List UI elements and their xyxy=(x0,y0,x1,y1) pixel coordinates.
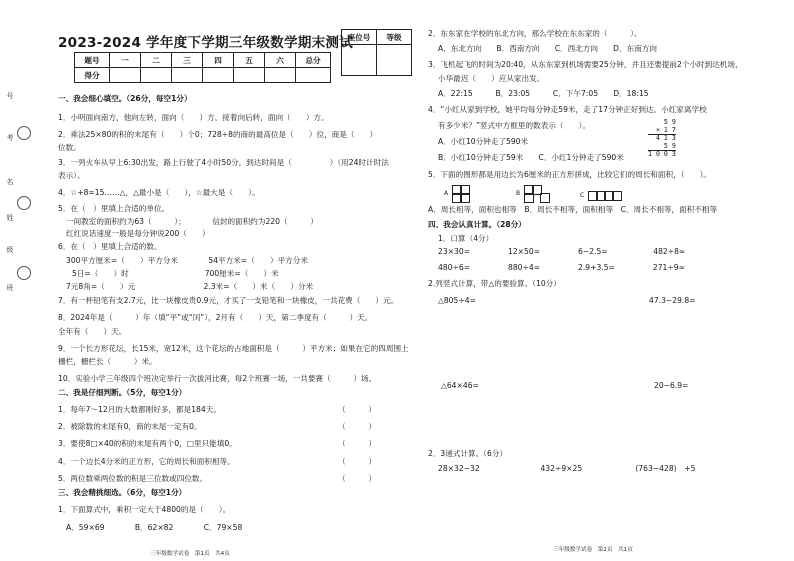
section-4-heading: 四、我会认真计算。（28分） xyxy=(428,220,526,229)
binding-strip xyxy=(0,0,46,561)
question-line: 7．有一杯铅笔有支2.7元，比一块橡皮贵0.9元，才买了一支铅笔和一块橡皮，一共花费（ ）元。 xyxy=(58,296,399,305)
page-footer-left: 三年级数学试卷 第1页 共4页 xyxy=(150,551,230,557)
score-row-label: 得分 xyxy=(75,68,110,83)
question-line: 位数。 xyxy=(58,143,81,152)
question-line: 红红说话速度一般是每分钟说200（ ） xyxy=(66,229,210,238)
question-line: 表示）。 xyxy=(58,171,85,180)
figure-label: B xyxy=(516,190,521,197)
binding-mark: 号 xyxy=(6,92,14,99)
judge-answer-bracket[interactable]: （ ） xyxy=(338,439,376,448)
question-line: 9．一个长方形花坛，长15米，宽12米，这个花坛的占地面积是（ ）平方米；如果在它的四周围上 xyxy=(58,344,409,353)
score-header-cell: 二 xyxy=(141,53,172,68)
judge-statement: 4．一个边长4分米的正方形，它的周长和面积相等。 xyxy=(58,457,235,466)
figure-label: C xyxy=(580,192,585,199)
question-line: 有多少米？”竖式中方框里的数表示（ ）。 xyxy=(438,121,591,130)
question-line: 3．飞机起飞的时间为20:40，从东东家到机场需要25分钟，并且还要提前2个小时到达机场， xyxy=(428,60,743,69)
score-cell[interactable] xyxy=(265,68,296,83)
section-3-heading: 三、我会精挑细选。（6分，每空1分） xyxy=(58,488,187,497)
binding-mark: 姓 xyxy=(6,214,14,221)
question-line: 4．“小红从家到学校，她平均每分钟走59米，走了17分钟正好到达。小红家离学校 xyxy=(428,105,707,114)
binding-mark: 名 xyxy=(6,178,14,185)
question-line: 1．小明面向南方，他向左转，面向（ ）方，接着向后转，面向（ ）方。 xyxy=(58,113,329,122)
question-line: 7元8角=（ ）元 2.3米=（ ）米（ ）分米 xyxy=(66,282,314,291)
score-cell[interactable] xyxy=(172,68,203,83)
subsection-heading: 2.列竖式计算，带△的要验算。（10分） xyxy=(428,279,561,288)
judge-answer-bracket[interactable]: （ ） xyxy=(338,422,376,431)
seat-label: 座位号 xyxy=(342,30,377,45)
score-header-cell: 总分 xyxy=(296,53,331,68)
score-table xyxy=(74,52,331,83)
score-header-cell: 题号 xyxy=(75,53,110,68)
choice-options: B．小红10分钟走了59米 C．小红1分钟走了590米 xyxy=(438,153,624,162)
choice-options: A．周长相等，面积也相等 B．周长不相等，面积相等 C．周长不相等，面积不相等 xyxy=(428,205,718,214)
score-value-row xyxy=(75,68,331,83)
section-2-heading: 二、我是仔细判断。（5分，每空1分） xyxy=(58,388,187,397)
question-line: 2．东东家在学校的东北方向，那么学校在东东家的（ ）。 xyxy=(428,29,642,38)
score-header-cell: 三 xyxy=(172,53,203,68)
question-line: 全年有（ ）天。 xyxy=(58,327,127,336)
seat-cell[interactable] xyxy=(342,45,377,76)
score-header-cell: 四 xyxy=(203,53,234,68)
vcalc-line: 1 0 0 3 xyxy=(648,150,676,159)
seat-grade-table xyxy=(341,29,412,76)
score-header-cell: 六 xyxy=(265,53,296,68)
question-line: 栅栏，栅栏长（ ）米。 xyxy=(58,357,157,366)
vertical-calc-item: 47.3−29.8= xyxy=(649,296,696,305)
question-line: 300平方厘米=（ ）平方分米 54平方米=（ ）平方分米 xyxy=(66,256,308,265)
score-header-cell: 五 xyxy=(234,53,265,68)
score-header-cell: 一 xyxy=(110,53,141,68)
subsection-heading: 1．口算（4分） xyxy=(438,234,494,243)
vcalc-line: 5 9 xyxy=(663,118,676,126)
question-line: 5．下面的图形都是用边长为6厘米的正方形拼成，比较它们的周长和面积，（ ）。 xyxy=(428,170,712,179)
judge-statement: 5．两位数乘两位数的积是三位数或四位数。 xyxy=(58,474,208,483)
score-cell[interactable] xyxy=(203,68,234,83)
question-line: 小华最迟（ ）应从家出发。 xyxy=(438,74,545,83)
binding-mark: 级 xyxy=(6,246,14,253)
grade-cell[interactable] xyxy=(377,45,412,76)
section-1-heading: 一、我会细心填空。（26分，每空1分） xyxy=(58,94,192,103)
question-line: 5日=（ ）时 700厘米=（ ）米 xyxy=(72,269,279,278)
oral-calc-row: 480÷6= 880÷4= 2.9+3.5= 271÷9≈ xyxy=(438,263,685,272)
judge-statement: 3．要使8□×40的积的末尾有两个0，□里只能填0。 xyxy=(58,439,237,448)
vcalc-line: 5 9 xyxy=(663,141,676,150)
score-header-row xyxy=(75,53,331,68)
punch-hole xyxy=(17,266,31,280)
score-cell[interactable] xyxy=(110,68,141,83)
question-line: 3．一列火车从早上6:30出发，路上行驶了4小时50分，到达时间是（ ）（用24时计时法 xyxy=(58,158,389,167)
choice-options: A．22:15 B．23:05 C．下午7:05 D．18:15 xyxy=(438,89,649,98)
subsection-heading: 2．3递式计算。（6分） xyxy=(428,449,508,458)
question-line: 10．实验小学三年级四个班决定举行一次拔河比赛，每2个班赛一场，一共要赛（ ）场。 xyxy=(58,374,377,383)
exam-title: 2023-2024 学年度下学期三年级数学期末测试 xyxy=(58,35,353,51)
question-line: 1．下面算式中，乘积一定大于4800的是（ ）。 xyxy=(58,505,231,514)
question-line: 8．2024年是（ ）年（填“平”或“闰”），2月有（ ）天，第二季度有（ ）天。 xyxy=(58,313,373,322)
grade-label: 等级 xyxy=(377,30,412,45)
punch-hole xyxy=(17,196,31,210)
vcalc-line: × 1 7 xyxy=(655,125,676,134)
question-line: 4．☆+8=15……△，△最小是（ ），☆最大是（ ）。 xyxy=(58,188,260,197)
question-line: 2．乘法25×80的积的末尾有（ ）个0；728÷8的商的最高位是（ ）位，商是（ ） xyxy=(58,130,378,139)
oral-calc-row: 23×30= 12×50= 6−2.5= 482÷8≈ xyxy=(438,247,686,256)
question-line: 5．在（ ）里填上合适的单位。 xyxy=(58,204,170,213)
judge-statement: 2．被除数的末尾有0，商的末尾一定有0。 xyxy=(58,422,202,431)
choice-options: A．小红10分钟走了590米 xyxy=(438,137,529,146)
choice-options: A．东北方向 B．西南方向 C．西北方向 D．东南方向 xyxy=(438,44,657,53)
page-footer-right: 三年级数学试卷 第2页 共1页 xyxy=(553,547,633,553)
judge-answer-bracket[interactable]: （ ） xyxy=(338,405,376,414)
figure-label: A xyxy=(444,190,449,197)
question-line: 6．在（ ）里填上合适的数。 xyxy=(58,242,162,251)
score-cell[interactable] xyxy=(234,68,265,83)
score-cell[interactable] xyxy=(296,68,331,83)
binding-mark: 考 xyxy=(6,134,14,141)
judge-answer-bracket[interactable]: （ ） xyxy=(338,474,376,483)
vertical-calc-item: △64×46= xyxy=(441,381,479,390)
vertical-calc-item: △805÷4= xyxy=(438,296,476,305)
stepwise-calc-row: 28×32−32 432÷9×25 (763−428) +5 xyxy=(438,464,696,473)
vcalc-line: 4 1 3 xyxy=(648,134,676,143)
choice-options: A．59×69 B．62×82 C．79×58 xyxy=(66,523,243,532)
question-line: 一间教室的面积约为63（ ）； 信封的面积约为220（ ） xyxy=(66,217,318,226)
judge-statement: 1．每年7～12月的大数都刚好多，都是184天。 xyxy=(58,405,221,414)
score-cell[interactable] xyxy=(141,68,172,83)
binding-mark: 班 xyxy=(6,284,14,291)
judge-answer-bracket[interactable]: （ ） xyxy=(338,457,376,466)
vertical-calc-item: 20−6.9= xyxy=(654,381,689,390)
vertical-multiplication xyxy=(648,119,676,159)
punch-hole xyxy=(17,126,31,140)
